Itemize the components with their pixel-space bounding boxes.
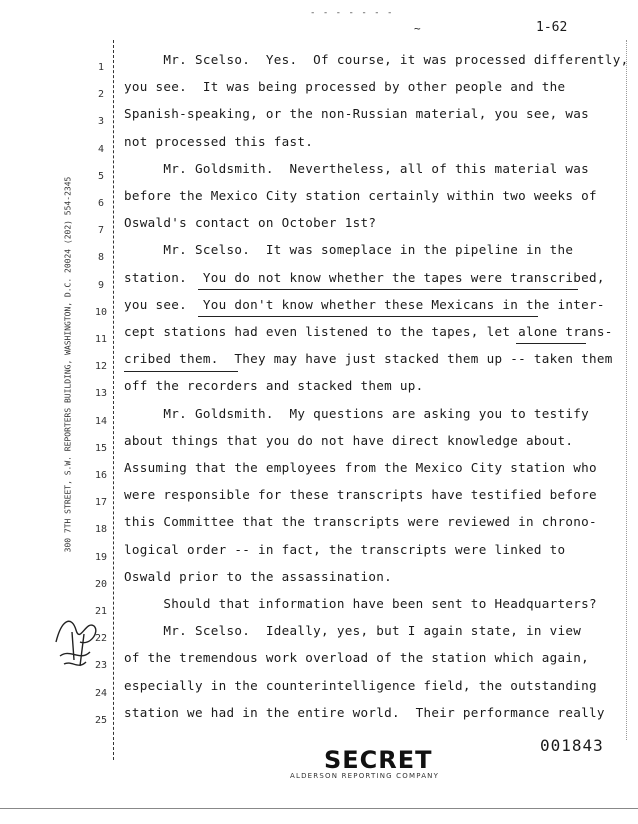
line-number: 16 xyxy=(94,470,108,481)
line-number: 17 xyxy=(94,497,108,509)
transcript-line: you see. It was being processed by other people and the xyxy=(124,79,566,95)
transcript-line: cept stations had even listened to the tapes, let alone trans- xyxy=(124,324,613,339)
transcript-line: before the Mexico City station certainly within two weeks of xyxy=(124,188,597,203)
underline-line-11 xyxy=(516,343,586,344)
line-number: 2 xyxy=(97,89,105,101)
transcript-line: you see. You don't know whether these Mexicans in the inter- xyxy=(124,296,605,312)
line-number: 19 xyxy=(94,551,108,563)
line-number: 8 xyxy=(97,252,105,264)
underline-line-10 xyxy=(198,316,538,317)
line-number: 23 xyxy=(94,660,108,672)
transcript-line: Mr. Scelso. It was someplace in the pipeline in the xyxy=(124,242,574,258)
line-number: 15 xyxy=(94,442,108,454)
transcript-line: about things that you do not have direct knowledge about. xyxy=(124,432,574,448)
line-number: 5 xyxy=(97,170,105,182)
transcript-line: Assuming that the employees from the Mexico City station who xyxy=(124,460,597,475)
transcript-line: were responsible for these transcripts have testified before xyxy=(124,487,597,503)
transcript-line: Spanish-speaking, or the non-Russian material, you see, was xyxy=(124,106,590,122)
line-number: 1 xyxy=(97,62,105,73)
transcript-line: off the recorders and stacked them up. xyxy=(124,378,424,394)
line-number: 12 xyxy=(94,361,108,373)
document-number: 001843 xyxy=(540,736,604,755)
transcript-line: Should that information have been sent to Headquarters? xyxy=(124,596,597,611)
line-number: 20 xyxy=(94,578,108,590)
line-number: 21 xyxy=(94,606,108,617)
transcript-line: Mr. Goldsmith. Nevertheless, all of this material was xyxy=(124,160,590,176)
line-number: 6 xyxy=(97,198,105,209)
top-smudge-mark: - - - - - - - xyxy=(310,8,394,18)
line-number: 11 xyxy=(94,334,108,345)
margin-line xyxy=(113,40,114,760)
sidebar-address xyxy=(60,150,76,590)
underline-line-12 xyxy=(124,371,238,372)
transcript-line: Oswald prior to the assassination. xyxy=(124,568,392,584)
line-number: 3 xyxy=(97,116,105,128)
line-number: 24 xyxy=(94,687,108,699)
line-number: 14 xyxy=(94,415,108,427)
transcript-line: not processed this fast. xyxy=(124,133,314,149)
transcript-line: cribed them. They may have just stacked them up -- taken them xyxy=(124,351,613,367)
transcript-line: station. You do not know whether the tapes were transcribed, xyxy=(124,269,605,285)
line-number: 9 xyxy=(97,279,105,291)
transcript-line: especially in the counterintelligence field, the outstanding xyxy=(124,677,597,693)
transcript-line: station we had in the entire world. Their performance really xyxy=(124,704,605,720)
line-number: 22 xyxy=(94,633,108,645)
secret-stamp: SECRET xyxy=(324,746,433,774)
top-dash-mark: ~ xyxy=(414,22,421,35)
margin-signature xyxy=(50,612,102,674)
transcript-line: Oswald's contact on October 1st? xyxy=(124,215,377,231)
page-number: 1-62 xyxy=(536,20,568,35)
line-number: 4 xyxy=(97,143,105,155)
line-number: 18 xyxy=(94,524,108,536)
reporting-company: ALDERSON REPORTING COMPANY xyxy=(290,772,440,780)
underline-line-9 xyxy=(198,289,578,290)
sidebar-address-text: 300 7TH STREET, S.W. REPORTERS BUILDING, WASHINGTON, D.C. 20024 (202) 554-2345 xyxy=(63,176,73,553)
line-number: 25 xyxy=(94,714,108,726)
right-margin-line xyxy=(626,40,627,740)
transcript-line: Mr. Scelso. Ideally, yes, but I again state, in view xyxy=(124,623,582,639)
line-number: 13 xyxy=(94,388,108,400)
transcript-line: this Committee that the transcripts were reviewed in chrono- xyxy=(124,514,597,530)
transcript-line: logical order -- in fact, the transcripts were linked to xyxy=(124,541,566,557)
line-number: 10 xyxy=(94,306,108,318)
transcript-line: of the tremendous work overload of the station which again, xyxy=(124,650,590,666)
bottom-rule xyxy=(0,808,638,809)
line-number: 7 xyxy=(97,225,105,237)
transcript-line: Mr. Goldsmith. My questions are asking you to testify xyxy=(124,405,590,421)
transcript-line: Mr. Scelso. Yes. Of course, it was processed differently, xyxy=(124,52,629,67)
